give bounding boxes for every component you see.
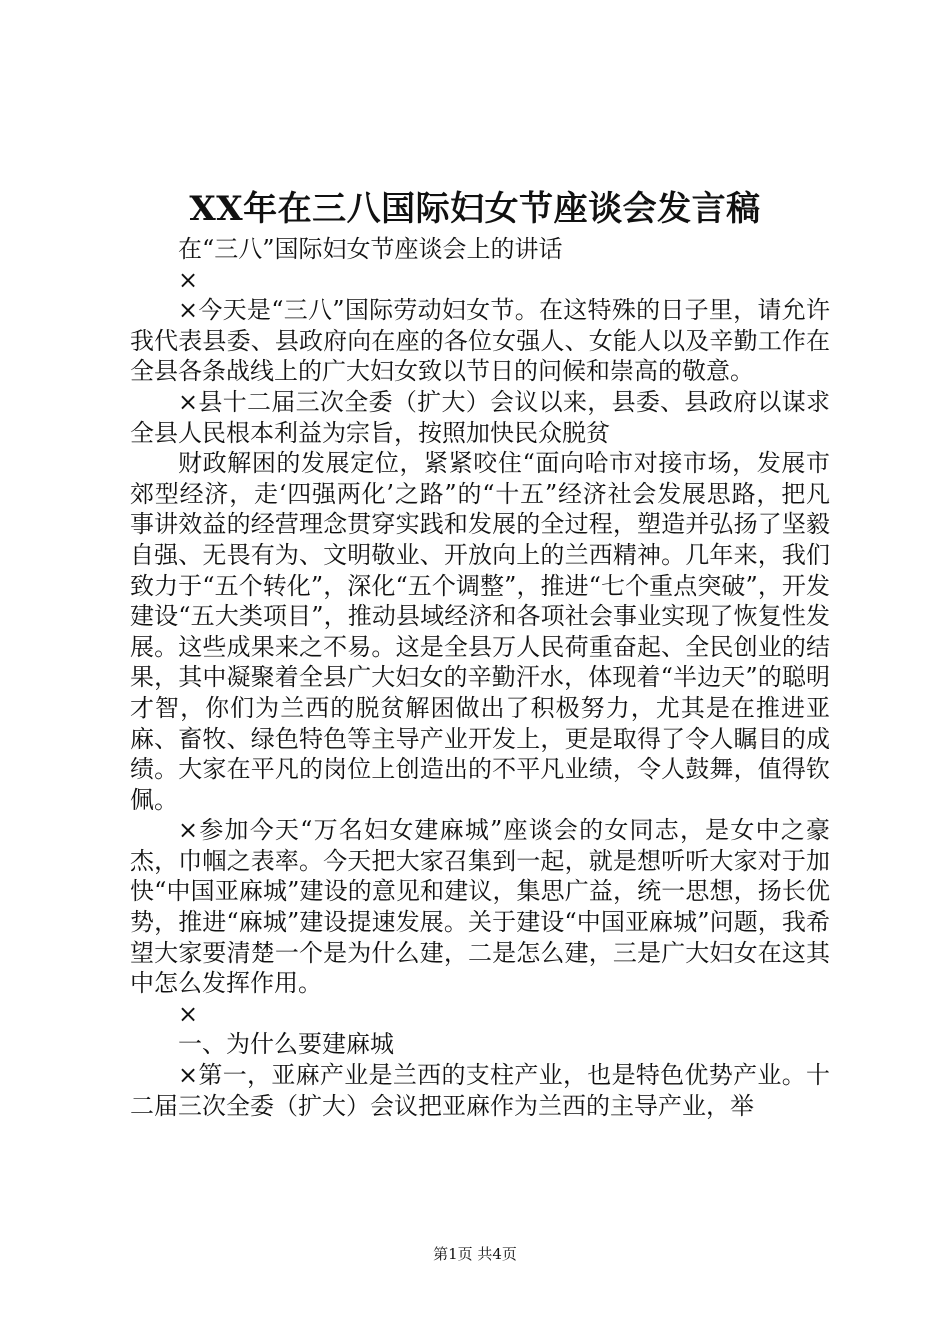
paragraph: 在“三八”国际妇女节座谈会上的讲话 — [178, 235, 563, 263]
section-heading: 一、为什么要建麻城 — [178, 1030, 394, 1059]
paragraph: ×参加今天“万名妇女建麻城”座谈会的女同志，是女中之豪杰，巾帼之表率。今天把大家召集到一起，就是想听听大家对于加快“中国亚麻城”建设的意见和建议，集思广益，统一思想，扬长优势，推进“麻城”建设提速发展。关于建设“中国亚麻城”问题，我希望大家要清楚一个是为什么建，二是怎么建，三是广大妇女在这其中怎么发挥作用。 — [130, 816, 830, 998]
paragraph: ×县十二届三次全委（扩大）会议以来，县委、县政府以谋求全县人民根本利益为宗旨，按照加快民众脱贫 — [130, 387, 830, 447]
document-title: XX年在三八国际妇女节座谈会发言稿 — [189, 189, 761, 229]
paragraph: × — [178, 265, 199, 294]
page-footer: 第1页 共4页 — [433, 1245, 517, 1263]
paragraph: ×第一，亚麻产业是兰西的支柱产业，也是特色优势产业。十二届三次全委（扩大）会议把亚麻作为兰西的主导产业，举 — [130, 1061, 830, 1120]
paragraph: × — [178, 999, 199, 1028]
document-body — [130, 234, 830, 1121]
paragraph: 财政解困的发展定位，紧紧咬住“面向哈市对接市场，发展市郊型经济，走‘四强两化’之路”的“十五”经济社会发展思路，把凡事讲效益的经营理念贯穿实践和发展的全过程，塑造并弘扬了坚毅自强、无畏有为、文明敬业、开放向上的兰西精神。几年来，我们致力于“五个转化”，深化“五个调整”，推进“七个重点突破”，开发建设“五大类项目”，推动县域经济和各项社会事业实现了恢复性发展。这些成果来之不易。这是全县万人民荷重奋起、全民创业的结果，其中凝聚着全县广大妇女的辛勤汗水，体现着“半边天”的聪明才智，你们为兰西的脱贫解困做出了积极努力，尤其是在推进亚麻、畜牧、绿色特色等主导产业开发上，更是取得了令人瞩目的成绩。大家在平凡的岗位上创造出的不平凡业绩，令人鼓舞，值得钦佩。 — [130, 449, 830, 814]
paragraph: ×今天是“三八”国际劳动妇女节。在这特殊的日子里，请允许我代表县委、县政府向在座的各位女强人、女能人以及辛勤工作在全县各条战线上的广大妇女致以节日的问候和崇高的敬意。 — [130, 296, 830, 386]
